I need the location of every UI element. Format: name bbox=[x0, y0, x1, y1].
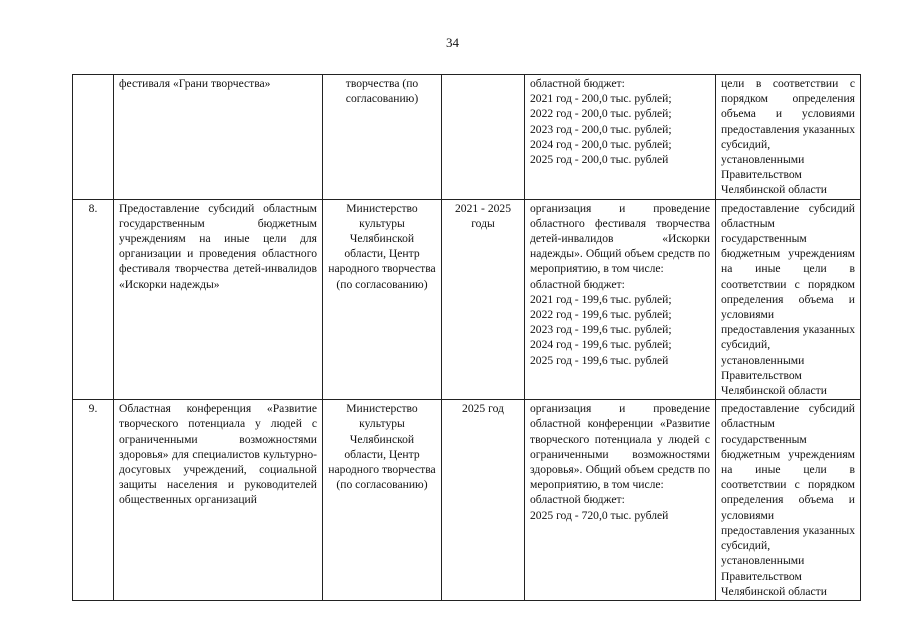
page-number: 34 bbox=[446, 35, 459, 50]
budget-line: 2023 год - 200,0 тыс. рублей; bbox=[530, 122, 672, 136]
activity-name-cell: Областная конференция «Развитие творческого потенциала у людей с ограниченными возможностями здоровья» для специалистов культурно-досуговых учреждений, социальной защиты населения и руководителей общественных организаций bbox=[114, 400, 323, 601]
budget-line: областной бюджет: bbox=[530, 493, 625, 507]
funding-mechanism-cell: предоставление субсидий областным государственным бюджетным учреждениям на иные цели в соответствии с порядком определения объема и условиями предоставления указанных субсидий, установленными Правительством Челябинской области bbox=[716, 400, 861, 601]
funding-mechanism-cell: предоставление субсидий областным государственным бюджетным учреждениям на иные цели в соответствии с порядком определения объема и условиями предоставления указанных субсидий, установленными Правительством Челябинской области bbox=[716, 199, 861, 400]
executor-cell: Министерство культуры Челябинской области, Центр народного творчества (по согласованию) bbox=[323, 400, 442, 601]
budget-line: областной бюджет: bbox=[530, 77, 625, 90]
program-table bbox=[72, 74, 861, 601]
row-number-cell: 8. bbox=[73, 199, 114, 400]
description-cell bbox=[525, 75, 716, 200]
table-row bbox=[73, 199, 861, 400]
budget-line: 2022 год - 200,0 тыс. рублей; bbox=[530, 107, 672, 121]
budget-line: 2023 год - 199,6 тыс. рублей; bbox=[530, 323, 672, 337]
description-text: организация и проведение областной конференции «Развитие творческого потенциала у людей с ограниченными возможностями здоровья». Общий объем средств по мероприятию, в том числе: bbox=[530, 402, 710, 492]
term-cell: 2021 - 2025 годы bbox=[442, 199, 525, 400]
budget-line: 2021 год - 200,0 тыс. рублей; bbox=[530, 92, 672, 106]
budget-line: 2022 год - 199,6 тыс. рублей; bbox=[530, 308, 672, 322]
budget-line: 2025 год - 200,0 тыс. рублей bbox=[530, 153, 669, 167]
term-cell bbox=[442, 75, 525, 200]
description-text: организация и проведение областного фестиваля творчества детей-инвалидов «Искорки надежды». Общий объем средств по мероприятию, в том числе: bbox=[530, 201, 710, 276]
budget-line: 2024 год - 200,0 тыс. рублей; bbox=[530, 137, 672, 151]
executor-cell: творчества (по согласованию) bbox=[323, 75, 442, 200]
description-cell bbox=[525, 400, 716, 601]
budget-line: 2025 год - 199,6 тыс. рублей bbox=[530, 353, 669, 367]
funding-mechanism-cell: цели в соответствии с порядком определения объема и условиями предоставления указанных субсидий, установленными Правительством Челябинской области bbox=[716, 75, 861, 200]
activity-name-cell: Предоставление субсидий областным государственным бюджетным учреждениям на иные цели для организации и проведения областного фестиваля творчества детей-инвалидов «Искорки надежды» bbox=[114, 199, 323, 400]
budget-line: областной бюджет: bbox=[530, 277, 625, 291]
budget-line: 2025 год - 720,0 тыс. рублей bbox=[530, 508, 669, 522]
executor-cell: Министерство культуры Челябинской области, Центр народного творчества (по согласованию) bbox=[323, 199, 442, 400]
description-cell bbox=[525, 199, 716, 400]
budget-line: 2024 год - 199,6 тыс. рублей; bbox=[530, 338, 672, 352]
activity-name-cell: фестиваля «Грани творчества» bbox=[114, 75, 323, 200]
row-number-cell: 9. bbox=[73, 400, 114, 601]
table-row bbox=[73, 75, 861, 200]
row-number-cell bbox=[73, 75, 114, 200]
term-cell: 2025 год bbox=[442, 400, 525, 601]
budget-line: 2021 год - 199,6 тыс. рублей; bbox=[530, 292, 672, 306]
table-row bbox=[73, 400, 861, 601]
